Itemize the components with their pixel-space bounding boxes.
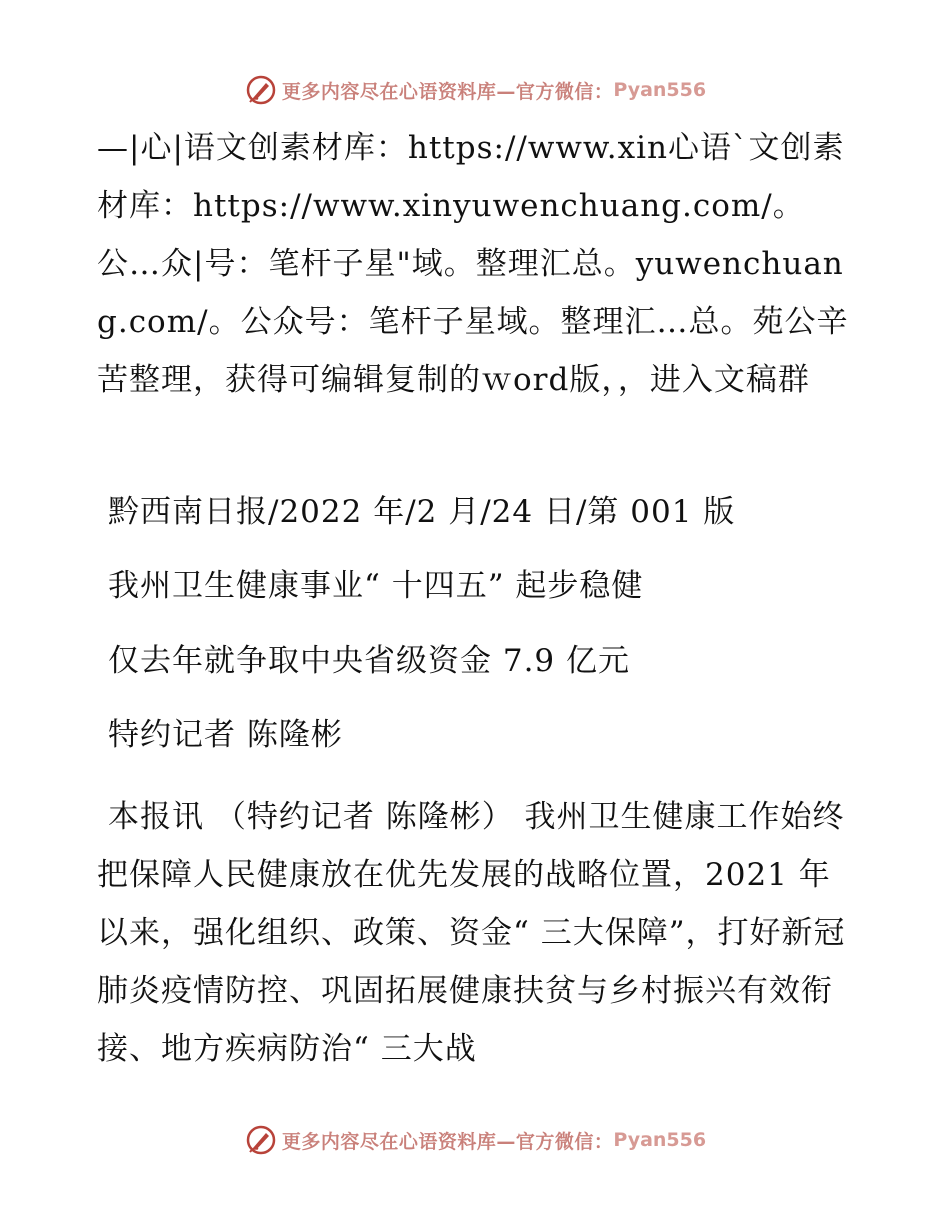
subheadline: 仅去年就争取中央省级资金 7.9 亿元	[108, 643, 631, 679]
banner-text: 更多内容尽在心语资料库—官方微信：	[281, 80, 614, 103]
pen-logo-icon	[244, 1123, 278, 1157]
byline: 特约记者 陈隆彬	[108, 717, 343, 753]
banner-wechat-id: Pyan556	[613, 79, 707, 101]
intro-paragraph: —|心|语文创素材库：https://www.xin心语`文创素材库：https://www.xinyuwenchuang.com/。公…众|号：笔杆子星"域。整理汇总。yuwenchuang.com/。公众号：笔杆子星域。整理汇…总。苑公辛苦整理，获得可编辑复制的ｗord版，，进入文稿群	[97, 130, 849, 398]
pen-logo-icon	[244, 73, 278, 107]
article-body: 本报讯 （特约记者 陈隆彬） 我州卫生健康工作始终把保障人民健康放在优先发展的战略位置，2021 年以来，强化组织、政策、资金“ 三大保障”，打好新冠肺炎疫情防控、巩固拓展健康扶贫与乡村振兴有效衔接、地方疾病防治“ 三大战	[97, 799, 846, 1067]
banner-text: 更多内容尽在心语资料库—官方微信：	[281, 1130, 614, 1153]
header-banner	[0, 72, 950, 108]
source-line: 黔西南日报/2022 年/2 月/24 日/第 001 版	[108, 494, 736, 530]
footer-banner	[0, 1122, 950, 1158]
banner-wechat-id: Pyan556	[613, 1129, 707, 1151]
headline: 我州卫生健康事业“ 十四五” 起步稳健	[108, 568, 644, 604]
